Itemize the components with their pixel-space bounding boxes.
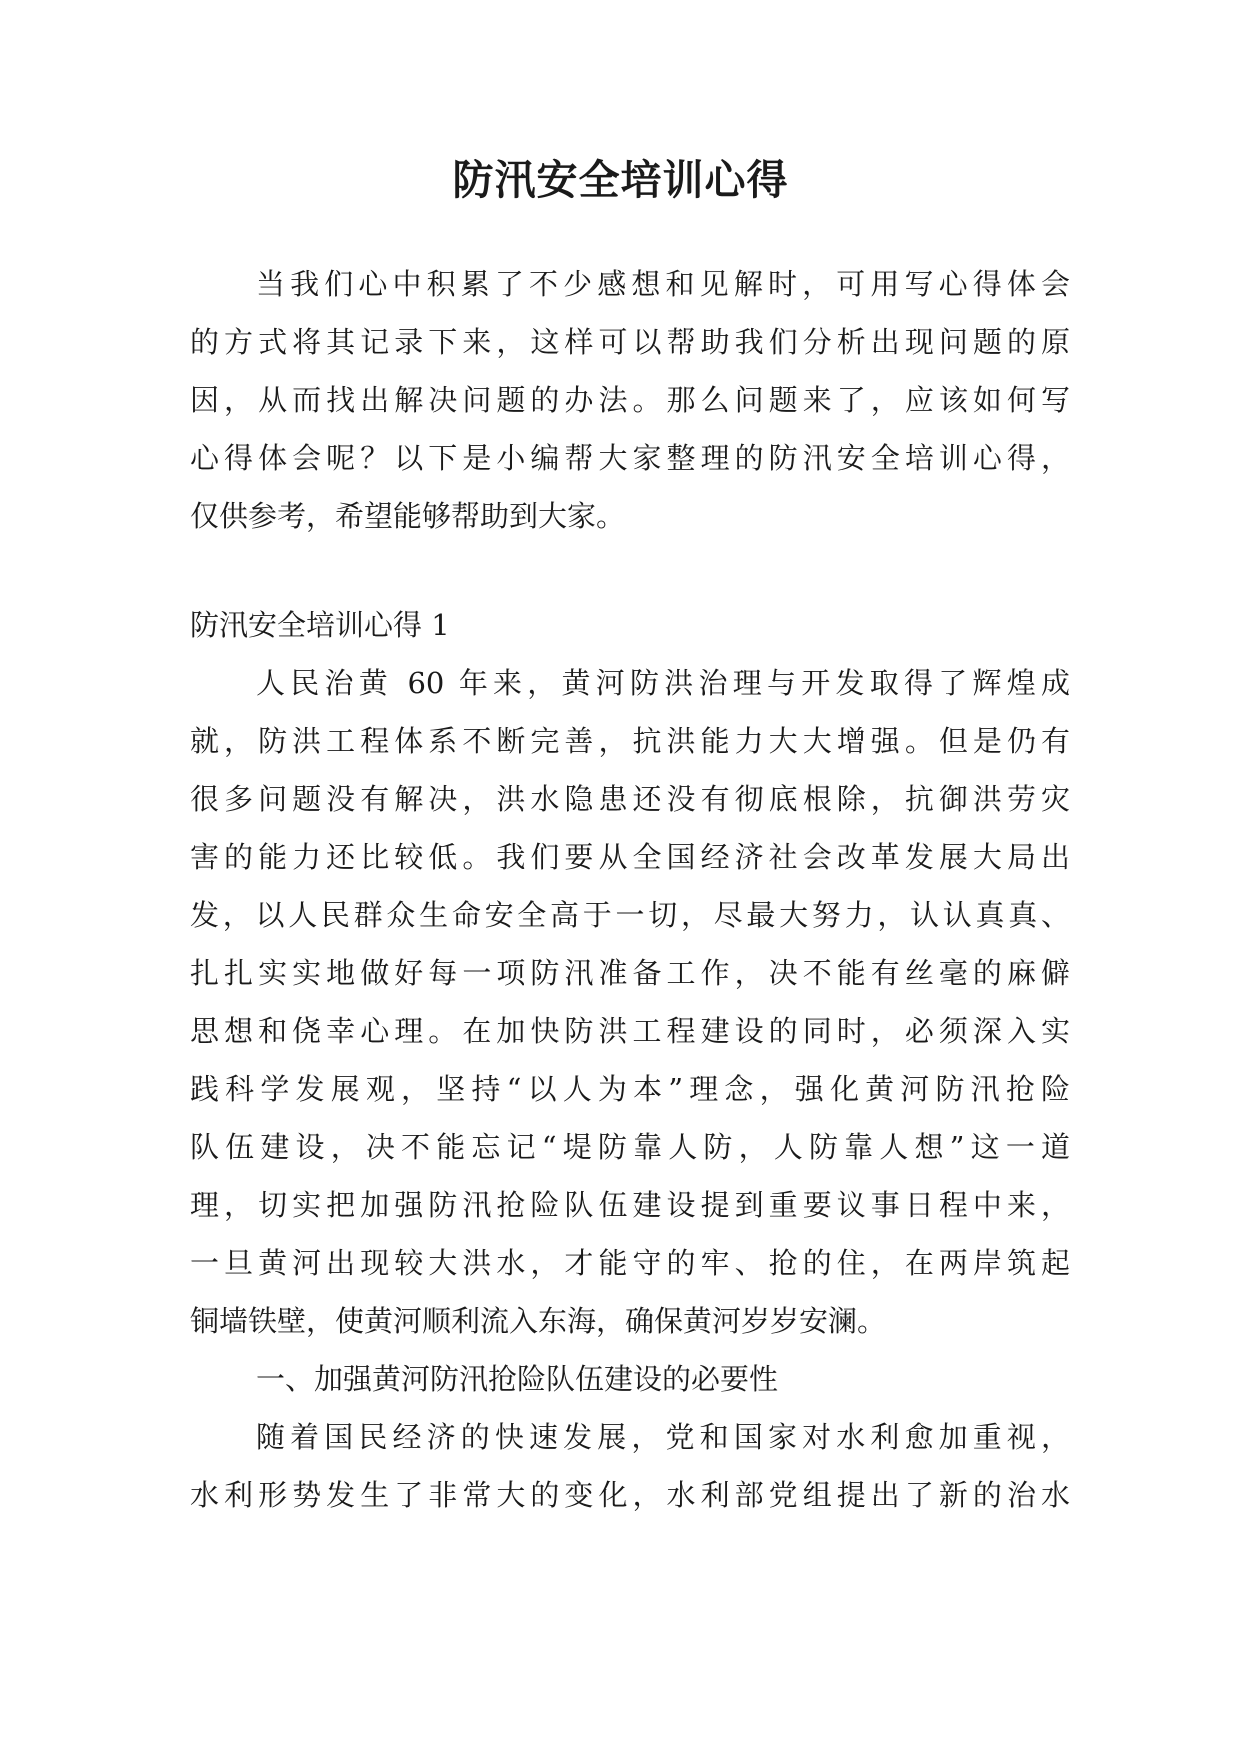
body-line: 就，防洪工程体系不断完善，抗洪能力大大增强。但是仍有 — [190, 724, 1070, 758]
body-line: 队伍建设，决不能忘记“堤防靠人防，人防靠人想”这一道 — [190, 1130, 1070, 1164]
body-line: 思想和侥幸心理。在加快防洪工程建设的同时，必须深入实 — [190, 1014, 1070, 1048]
body-line: 害的能力还比较低。我们要从全国经济社会改革发展大局出 — [190, 840, 1070, 874]
body-line: 理，切实把加强防汛抢险队伍建设提到重要议事日程中来， — [190, 1188, 1070, 1222]
document-title: 防汛安全培训心得 — [452, 156, 789, 204]
body-line: 践科学发展观，坚持“以人为本”理念，强化黄河防汛抢险 — [190, 1072, 1070, 1106]
intro-line: 当我们心中积累了不少感想和见解时，可用写心得体会 — [256, 267, 1070, 301]
intro-line: 因，从而找出解决问题的办法。那么问题来了，应该如何写 — [190, 383, 1070, 417]
body-line: 发，以人民群众生命安全高于一切，尽最大努力，认认真真、 — [190, 898, 1070, 932]
intro-line: 仅供参考，希望能够帮助到大家。 — [190, 499, 626, 533]
subheading: 一、加强黄河防汛抢险队伍建设的必要性 — [256, 1362, 779, 1396]
closing-line: 水利形势发生了非常大的变化，水利部党组提出了新的治水 — [190, 1478, 1070, 1512]
body-line: 扎扎实实地做好每一项防汛准备工作，决不能有丝毫的麻僻 — [190, 956, 1070, 990]
section-heading: 防汛安全培训心得 1 — [190, 608, 450, 642]
body-line: 人民治黄 60 年来，黄河防洪治理与开发取得了辉煌成 — [256, 666, 1070, 700]
intro-line: 的方式将其记录下来，这样可以帮助我们分析出现问题的原 — [190, 325, 1070, 359]
body-line: 很多问题没有解决，洪水隐患还没有彻底根除，抗御洪劳灾 — [190, 782, 1070, 816]
body-line: 一旦黄河出现较大洪水，才能守的牢、抢的住，在两岸筑起 — [190, 1246, 1070, 1280]
intro-line: 心得体会呢？以下是小编帮大家整理的防汛安全培训心得， — [190, 441, 1070, 475]
closing-line: 随着国民经济的快速发展，党和国家对水利愈加重视， — [256, 1420, 1070, 1454]
body-line: 铜墙铁壁，使黄河顺利流入东海，确保黄河岁岁安澜。 — [190, 1304, 887, 1338]
